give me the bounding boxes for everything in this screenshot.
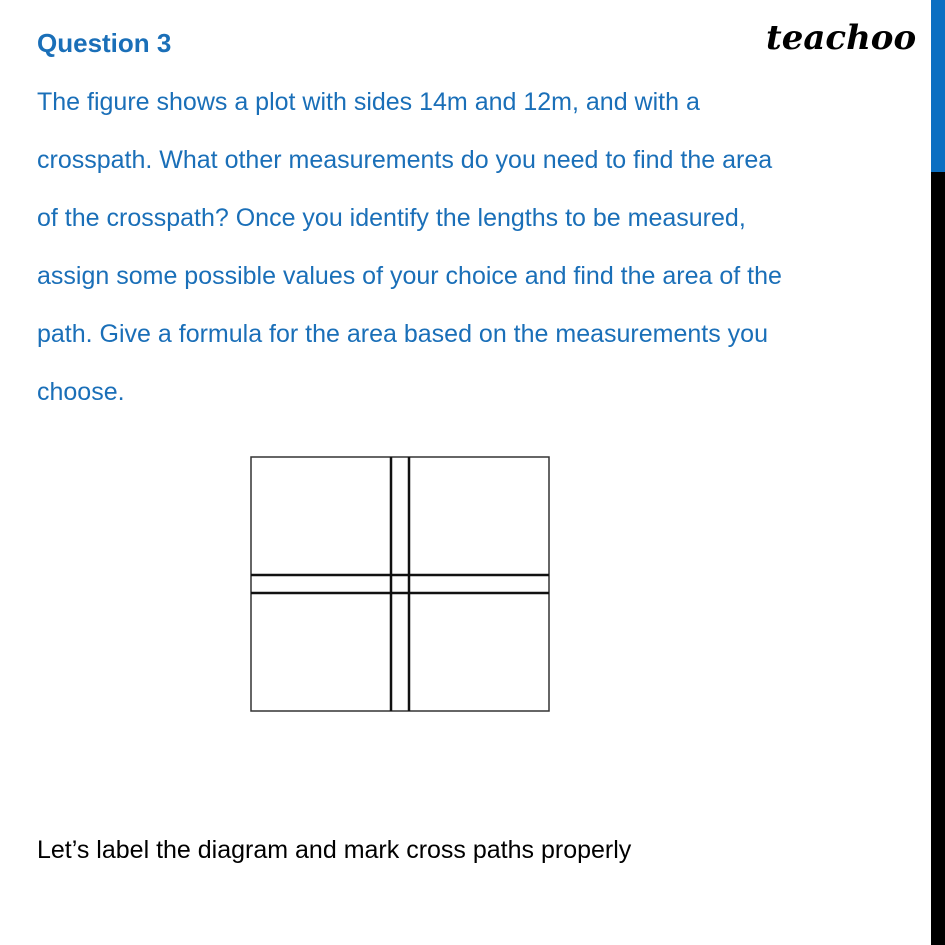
question-line: crosspath. What other measurements do you need to find the area — [37, 146, 773, 174]
question-line: The figure shows a plot with sides 14m and 12m, and with a — [37, 88, 700, 116]
plot-diagram — [250, 456, 550, 714]
question-title: Question 3 — [37, 28, 172, 58]
teachoo-logo: teachoo — [766, 18, 917, 58]
question-line: choose. — [37, 378, 125, 406]
question-line: assign some possible values of your choice and find the area of the — [37, 262, 782, 290]
scroll-indicator — [931, 0, 945, 172]
question-line: path. Give a formula for the area based on the measurements you — [37, 320, 768, 348]
question-line: of the crosspath? Once you identify the lengths to be measured, — [37, 204, 746, 232]
plot-outline — [251, 457, 549, 711]
explanation-text: Let’s label the diagram and mark cross paths properly — [37, 836, 632, 864]
